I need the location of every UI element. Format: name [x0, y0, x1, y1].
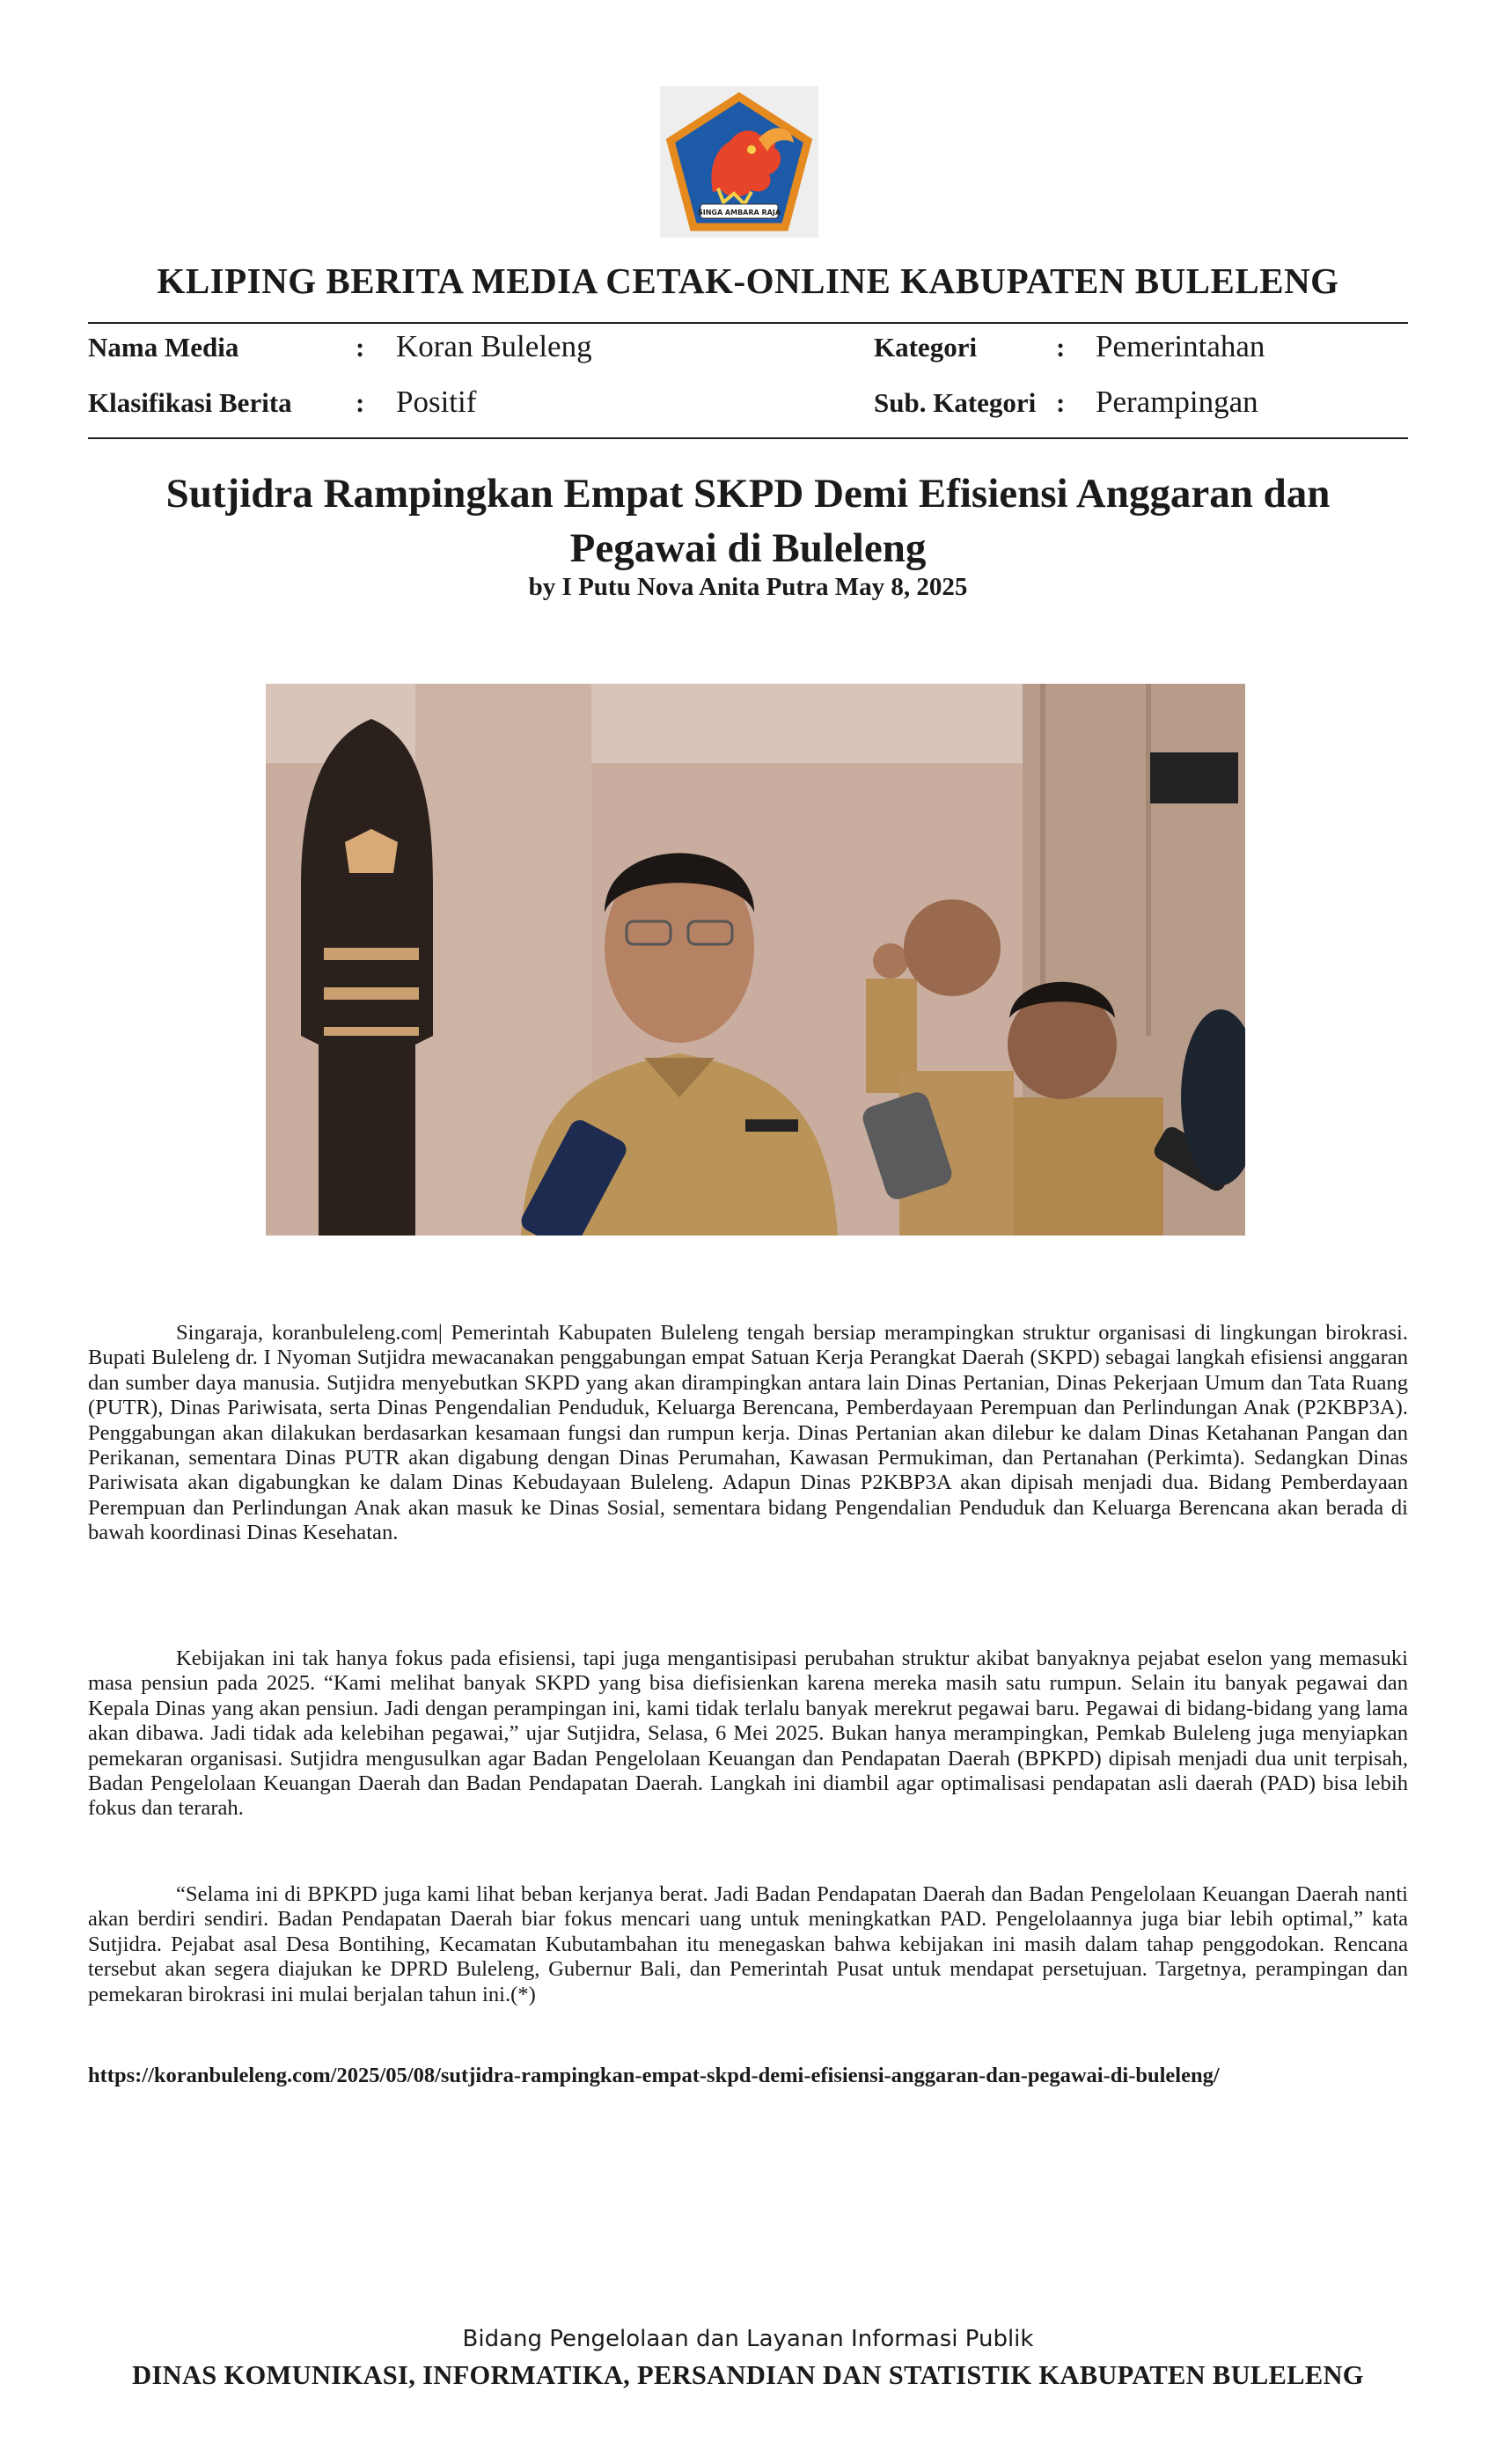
paragraph-text: Kebijakan ini tak hanya fokus pada efisiensi, tapi juga mengantisipasi perubahan struktur akibat banyaknya pejabat eselon yang memasuki masa pensiun pada 2025. “Kami melihat banyak SKPD yang bisa diefisienkan karena mereka masih satu rumpun. Selain itu banyak pegawai dan Kepala Dinas yang akan pensiun. Jadi dengan perampingan ini, kami tidak terlalu banyak merekrut pegawai baru. Pegawai di bidang-bidang yang lama akan dibawa. Jadi tidak ada kelebihan pegawai,” ujar Sutjidra, Selasa, 6 Mei 2025. Bukan hanya merampingkan, Pemkab Buleleng juga menyiapkan pemekaran organisasi. Sutjidra mengusulkan agar Badan Pengelolaan Keuangan dan Pendapatan Daerah (BPKPD) dipisah menjadi dua unit terpisah, Badan Pengelolaan Keuangan Daerah dan Badan Pendapatan Daerah. Langkah ini diambil agar optimalisasi pendapatan asli daerah (PAD) bisa lebih fokus dan terarah. [88, 1646, 1408, 1821]
headline-line-1: Sutjidra Rampingkan Empat SKPD Demi Efisiensi Anggaran dan [165, 471, 1331, 517]
media-label: Nama Media [88, 332, 239, 363]
klasifikasi-value: Positif [396, 385, 477, 419]
logo-motto-text: SINGA AMBARA RAJA [697, 209, 781, 216]
paragraph-text: “Selama ini di BPKPD juga kami lihat beban kerjanya berat. Jadi Badan Pendapatan Daerah dan Badan Pengelolaan Keuangan Daerah nanti akan berdiri sendiri. Badan Pendapatan Daerah biar fokus mencari uang untuk meningkatkan PAD. Pengelolaannya juga biar lebih optimal,” kata Sutjidra. Pejabat asal Desa Bontihing, Kecamatan Kubutambahan itu menegaskan bahwa kebijakan ini masih dalam tahap penggodokan. Rencana tersebut akan segera diajukan ke DPRD Buleleng, Gubernur Bali, dan Pemerintah Pusat untuk mendapat persetujuan. Targetnya, perampingan dan pemekaran birokrasi ini mulai berjalan tahun ini.(*) [88, 1882, 1408, 2006]
klasifikasi-colon: : [356, 387, 365, 418]
header-rule-top [88, 322, 1408, 324]
article-paragraph-1 [88, 1321, 1408, 1546]
article-byline: by I Putu Nova Anita Putra May 8, 2025 [528, 573, 968, 601]
carved-ornament [301, 719, 433, 1236]
buleleng-emblem-logo [660, 86, 818, 238]
kategori-colon: : [1056, 332, 1066, 363]
article-headline [132, 466, 1364, 576]
article-photo [266, 684, 1245, 1236]
header-rule-bottom [88, 437, 1408, 439]
kategori-label: Kategori [874, 332, 978, 363]
klasifikasi-label: Klasifikasi Berita [88, 387, 292, 418]
subkategori-label: Sub. Kategori [874, 387, 1037, 418]
wall-speaker [1150, 752, 1238, 803]
paragraph-text: Singaraja, koranbuleleng.com| Pemerintah Kabupaten Buleleng tengah bersiap merampingkan struktur organisasi di lingkungan birokrasi. Bupati Buleleng dr. I Nyoman Sutjidra mewacanakan penggabungan empat Satuan Kerja Perangkat Daerah (SKPD) sebagai langkah efisiensi anggaran dan sumber daya manusia. Sutjidra menyebutkan SKPD yang akan dirampingkan antara lain Dinas Pertanian, Dinas Pekerjaan Umum dan Tata Ruang (PUTR), Dinas Pariwisata, serta Dinas Pengendalian Penduduk, Keluarga Berencana, Pemberdayaan Perempuan dan Perlindungan Anak (P2KBP3A). Penggabungan akan dilakukan berdasarkan kesamaan fungsi dan rumpun kerja. Dinas Pertanian akan dilebur ke dalam Dinas Ketahanan Pangan dan Perikanan, sementara Dinas PUTR akan digabung dengan Dinas Perumahan, Kawasan Permukiman, dan Pertanahan (Perkimta). Sedangkan Dinas Pariwisata akan digabungkan ke dalam Dinas Kebudayaan Buleleng. Adapun Dinas P2KBP3A akan dipisah menjadi dua. Bidang Pemberdayaan Perempuan dan Perlindungan Anak akan masuk ke Dinas Sosial, sementara bidang Pengendalian Penduduk dan Keluarga Berencana akan berada di bawah koordinasi Dinas Kesehatan. [88, 1321, 1408, 1545]
footer-department: Bidang Pengelolaan dan Layanan Informasi Publik [462, 2326, 1034, 2352]
subkategori-colon: : [1056, 387, 1066, 418]
kategori-value: Pemerintahan [1096, 329, 1265, 363]
article-paragraph-3 [88, 1882, 1408, 2007]
subkategori-value: Perampingan [1096, 385, 1258, 419]
article-paragraph-2 [88, 1646, 1408, 1822]
footer-agency: DINAS KOMUNIKASI, INFORMATIKA, PERSANDIAN DAN STATISTIK KABUPATEN BULELENG [132, 2360, 1364, 2390]
media-value: Koran Buleleng [396, 329, 592, 363]
media-colon: : [356, 332, 365, 363]
source-url[interactable]: https://koranbuleleng.com/2025/05/08/sutjidra-rampingkan-empat-skpd-demi-efisiensi-anggaran-dan-pegawai-di-buleleng/ [88, 2064, 1220, 2087]
document-title: KLIPING BERITA MEDIA CETAK-ONLINE KABUPATEN BULELENG [157, 260, 1339, 301]
headline-line-2: Pegawai di Buleleng [569, 525, 927, 571]
